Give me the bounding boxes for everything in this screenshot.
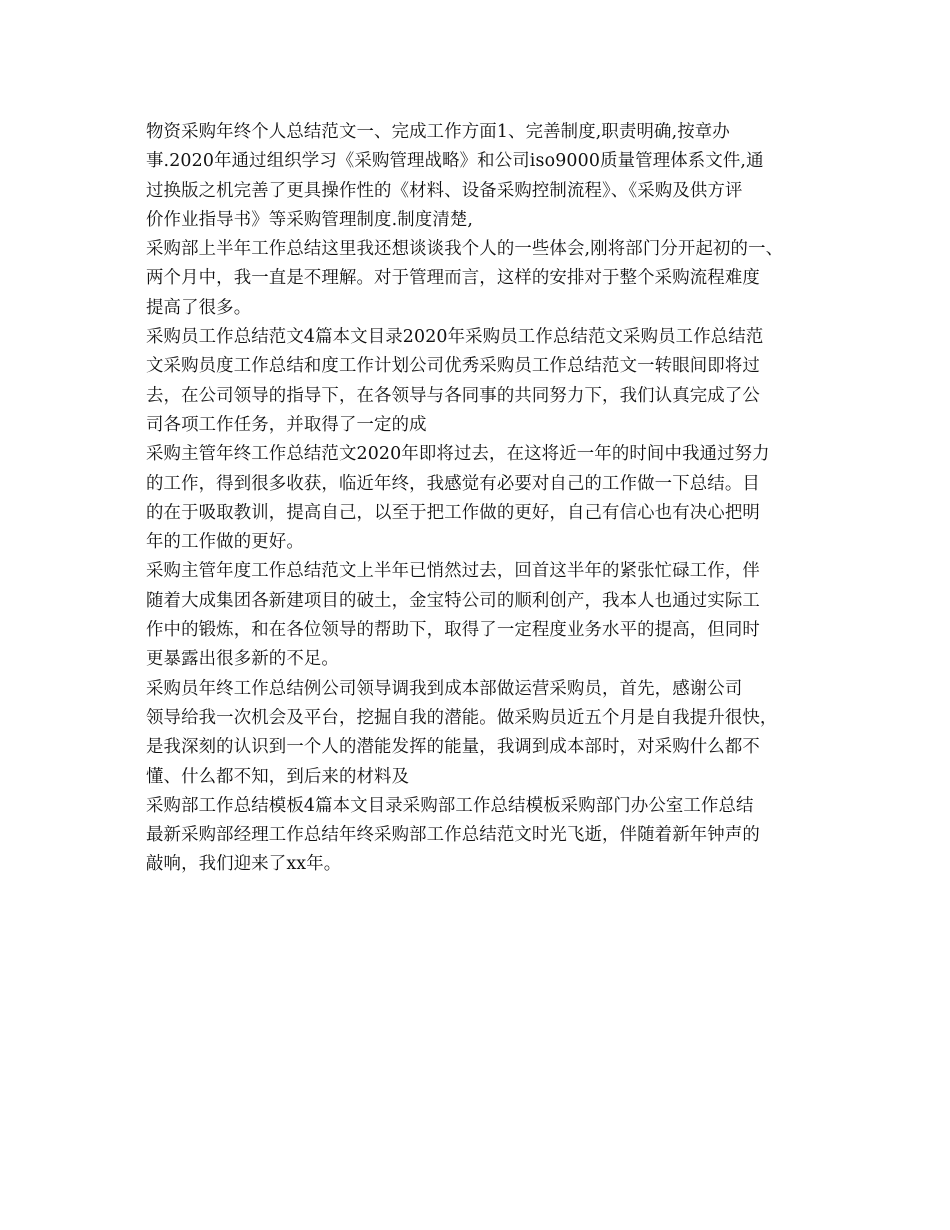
text-line: 更暴露出很多新的不足。	[146, 649, 339, 670]
text-line: 领导给我一次机会及平台，挖掘自我的潜能。做采购员近五个月是自我提升很快，	[146, 707, 778, 728]
document-body	[146, 118, 826, 880]
text-line: 过换版之机完善了更具操作性的《材料、设备采购控制流程》、《采购及供方评	[146, 180, 743, 201]
text-line: 的在于吸取教训，提高自己，以至于把工作做的更好，自己有信心也有决心把明	[146, 502, 760, 523]
text-line: 敲响，我们迎来了xx年。	[146, 854, 342, 875]
text-line: 采购部上半年工作总结这里我还想谈谈我个人的一些体会,刚将部门分开起初的一、	[146, 239, 784, 260]
text-line: 提高了很多。	[146, 297, 252, 318]
text-line: 司各项工作任务，并取得了一定的成	[146, 414, 427, 435]
text-line: 去，在公司领导的指导下，在各领导与各同事的共同努力下，我们认真完成了公	[146, 385, 760, 406]
text-line: 年的工作做的更好。	[146, 532, 304, 553]
text-line: 懂、什么都不知，到后来的材料及	[146, 766, 410, 787]
text-line: 价作业指导书》等采购管理制度.制度清楚,	[146, 209, 474, 230]
text-line: 物资采购年终个人总结范文一、完成工作方面1、完善制度,职责明确,按章办	[146, 122, 730, 142]
text-line: 的工作，得到很多收获，临近年终，我感觉有必要对自己的工作做一下总结。目	[146, 473, 760, 494]
text-line: 事.2020年通过组织学习《采购管理战略》和公司iso9000质量管理体系文件,通	[146, 151, 764, 172]
text-line: 采购部工作总结模板4篇本文目录采购部工作总结模板采购部门办公室工作总结	[146, 795, 754, 816]
text-line: 采购主管年终工作总结范文2020年即将过去，在这将近一年的时间中我通过努力	[146, 444, 770, 465]
text-line: 最新采购部经理工作总结年终采购部工作总结范文时光飞逝，伴随着新年钟声的	[146, 825, 760, 846]
text-line: 采购主管年度工作总结范文上半年已悄然过去，回首这半年的紧张忙碌工作，伴	[146, 561, 760, 582]
text-line: 采购员工作总结范文4篇本文目录2020年采购员工作总结范文采购员工作总结范	[146, 327, 764, 348]
text-line: 是我深刻的认识到一个人的潜能发挥的能量，我调到成本部时，对采购什么都不	[146, 737, 760, 758]
text-line: 文采购员度工作总结和度工作计划公司优秀采购员工作总结范文一转眼间即将过	[146, 356, 760, 377]
text-line: 作中的锻炼，和在各位领导的帮助下，取得了一定程度业务水平的提高，但同时	[146, 620, 760, 641]
text-line: 随着大成集团各新建项目的破土，金宝特公司的顺利创产，我本人也通过实际工	[146, 590, 760, 611]
text-line: 采购员年终工作总结例公司领导调我到成本部做运营采购员，首先，感谢公司	[146, 678, 743, 699]
text-line: 两个月中，我一直是不理解。对于管理而言，这样的安排对于整个采购流程难度	[146, 268, 760, 289]
